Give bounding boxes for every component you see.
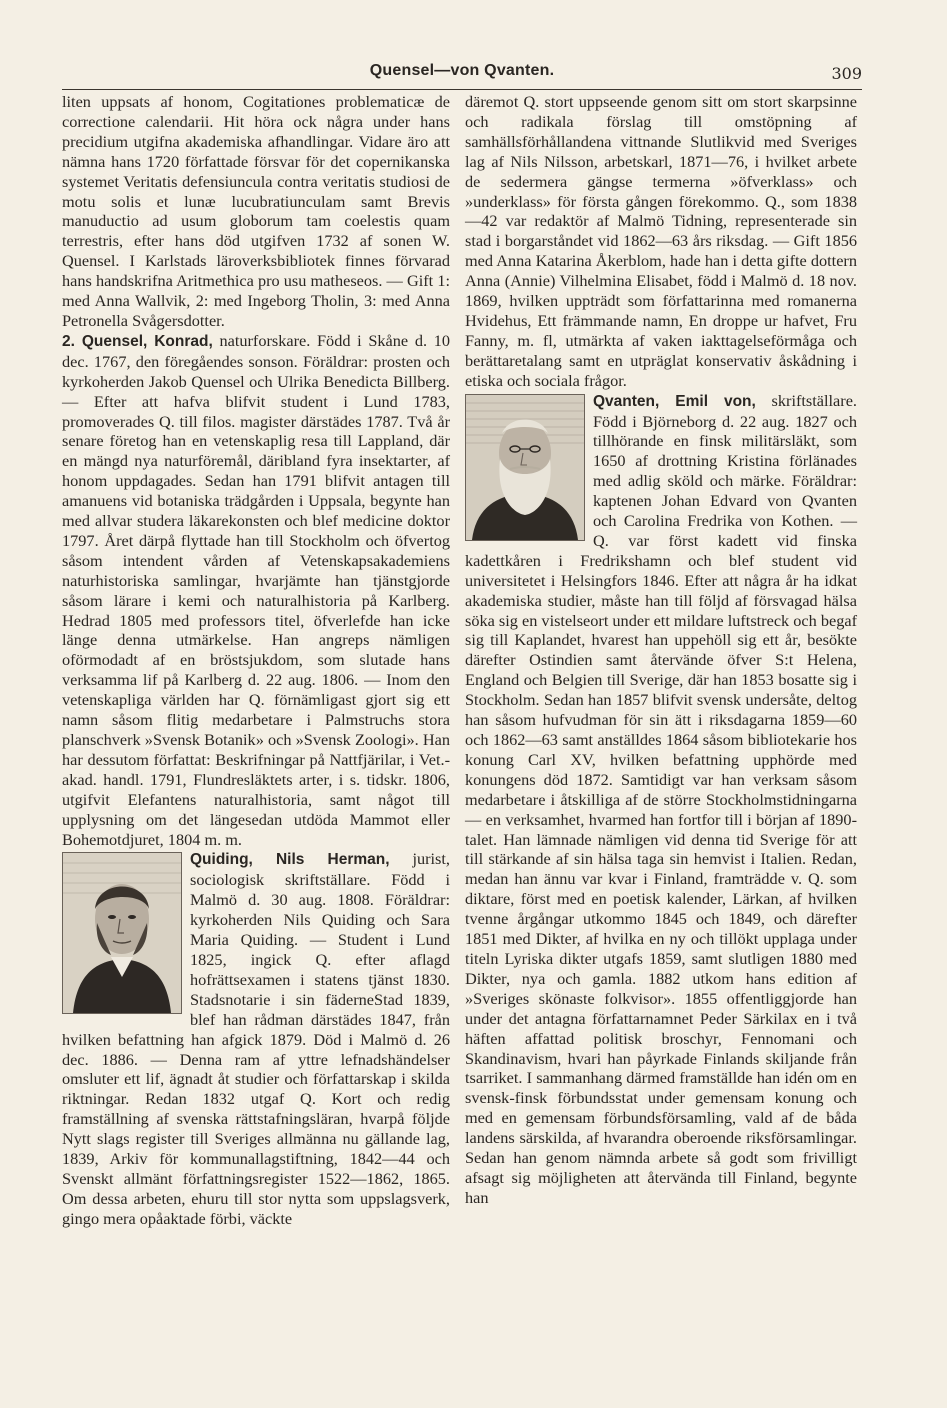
quensel-1-continuation: liten uppsats af honom, Cogitationes problematicæ de correctione calendarii. Hit höra ock några under hans precidium utgifna akademiska afhandlingar. Vidare äro att nämna hans 1720 författade försvar för det copernikanska systemet Veritatis defensiuncula contra veritatis studiosi de motu solis et lunæ lucubratiunculam samt Brevis manuductio ad usum globorum tam coelestis quam terrestris, efter hans död utgifven 1732 af sonen W. Quensel. I Karlstads läroverksbibliotek finnes förvarad hans handskrifna Aritmethica pro usu matheseos. — Gift 1: med Anna Wallvik, 2: med Ingeborg Tholin, 3: med Anna Petronella Svågersdotter. (62, 92, 450, 330)
entry-text: jurist, sociologisk skriftställare. Född i Malmö d. 30 aug. 1808. Föräldrar: kyrkoherden Nils Quiding och Sara Maria Quiding. — Student i Lund 1825, ingick Q. efter aflagd hofrättsexamen i statens tjänst 1830. Stadsnotarie i sin fäderneStad 1839, blef han rådman därstädes 1847, från hvilken befattning han afgick 1879. Död i Malmö d. 26 dec. 1886. — Denna ram af yttre lefnadshändelser omsluter ett lif, ägnadt åt studier och författarskap i skilda riktningar. Redan 1832 utgaf Q. Kort och redig framställning af svenska rättstafningsläran, hvarpå följde Nytt slags register till Sveriges allmänna nu gällande lag, 1839, Arkiv för kommunallagstiftning, 1842—44 och Svenskt allmänt författningsregister 1522—1862, 1865. Om dessa arbeten, ehuru till stor nytta som uppslagsverk, gingo mera opåaktade förbi, väckte (62, 849, 450, 1228)
running-title: Quensel—von Qvanten. (369, 62, 555, 79)
page-number: 309 (831, 64, 862, 83)
entry-heading: 2. Quensel, Konrad, (62, 332, 213, 350)
entry-heading: Qvanten, Emil von, (593, 392, 756, 410)
entry-heading: Quiding, Nils Herman, (190, 851, 390, 869)
right-column (465, 92, 857, 1208)
entry-text: naturforskare. Född i Skåne d. 10 dec. 1767, den föregåendes sonson. Föräldrar: prosten och kyrkoherden Jakob Quensel och Ulrika Benedicta Billberg. — Efter att hafva blifvit student i Lund 1783, promoverades Q. till filos. magister därstädes 1787. Två år senare företog han en vetenskaplig resa till Lappland, där en mängd nya naturföremål, däribland fyra insektarter, af honom uppdagades. Sedan han 1791 blifvit antagen till amanuens vid botaniska trädgården i Uppsala, begynte han med allvar studera läkarekonsten och blef medicine doktor 1797. Året därpå flyttade han till Stockholm och öfvertog såsom intendent vården af Vetenskapsakademiens naturhistoriska samlingar, hvarjämte han tjänstgjorde såsom lärare i kemi och naturalhistoria på Karlberg. Hedrad 1805 med professors titel, öfverlefde han icke länge denna utmärkelse. Han angreps nämligen oförmodadt af en bröstsjukdom, som slutade hans verksamma lif på Karlberg d. 22 aug. 1806. — Inom den vetenskapliga världen har Q. förnämligast gjort sig ett namn såsom flitig medarbetare i Palmstruchs stora planschverk »Svensk Botanik» och »Svensk Zoologi». Han har dessutom författat: Beskrifningar på Nattfjärilar, i Vet.-akad. handl. 1791, Flundresläktets arter, i s. tidskr. 1806, utgifvit Elefantens naturalhistoria, samt något till upplysning om det längesedan utdöda Mammot eller Bohemotdjuret, 1804 m. m. (62, 330, 450, 849)
portrait-qvanten (465, 394, 585, 541)
portrait-engraving-icon (63, 853, 181, 1013)
portrait-quiding (62, 852, 182, 1014)
entry-quiding (62, 849, 450, 1228)
portrait-engraving-icon (466, 395, 584, 540)
entry-qvanten (465, 391, 857, 1208)
left-column (62, 92, 450, 1229)
entry-quensel-konrad (62, 331, 450, 850)
entry-text: skriftställare. Född i Björneborg d. 22 aug. 1827 och tillhörande en finsk militärsläkt, som 1650 af drottning Kristina förlänades med adlig sköld och märke. Föräldrar: kaptenen Johan Edvard von Qvanten och Carolina Fredrika von Kothen. — Q. var först kadett vid finska kadettkåren i Fredrikshamn och blef student vid universitetet i Helsingfors 1846. Efter att några år ha idkat akademiska studier, måste han till följd af försvagad hälsa söka sig en vistelseort under ett mildare luftstreck och begaf sig till Kaplandet, hvarest han uppehöll sig ett år, besökte därefter Ostindien samt återvände öfver S:t Helena, England och Belgien till Sverige, där han 1853 bosatte sig i Stockholm. Sedan han 1857 blifvit svensk undersåte, deltog han såsom hufvudman för sin ätt i riksdagarna 1859—60 och 1862—63 samt anställdes 1864 såsom bibliotekarie hos konung Carl XV, hvilken befattning upphörde med konungens död 1872. Samtidigt var han verksam såsom medarbetare i åtskilliga af de större Stockholmstidningarna — en verksamhet, hvarmed han fortfor till i början af 1890-talet. Han lämnade nämligen vid denna tid Sverige för att till stärkande af sin hälsa taga sin hemvist i Italien. Redan, medan han ännu var kvar i Finland, framträdde v. Q. som diktare, först med en poetisk kalender, Lärkan, af hvilken tvenne årgångar utkommo 1845 och 1849, och därefter 1851 med Dikter, af hvilka en ny och tillökt upplaga under titeln Lyriska dikter utgafs 1859, samt slutligen 1880 med Dikter, nya och gamla. 1882 utkom hans edition af »Sveriges skönaste folkvisor». 1855 offentliggjorde han under det antagna författarnamnet Peder Särkilax en i två häften affattad politisk broschyr, Fennomani och Skandinavism, hvari han påyrkade Finlands skiljande från tsarriket. I sammanhang därmed framställde han idén om en svensk-finsk förbundsstat under gemensam konung och med en gemensam förbundsförsamling, vald af de båda landens särskilda, af hvarandra oberoende riksförsamlingar. Sedan han genom nämnda arbete så godt som frivilligt afsagt sig möjligheten att återvända till Finland, begynte han (465, 390, 857, 1207)
page-header (62, 60, 862, 86)
header-rule (62, 89, 862, 90)
quiding-continuation: däremot Q. stort uppseende genom sitt om stort skarpsinne och radikala förslag till omstöpning af samhällsförhållandena vittnande Slutlikvid med Sveriges lag af Nils Nilsson, arbetskarl, 1871—76, i hvilket arbete de sedermera gängse termerna »öfverklass» och »underklass» för första gången förekommo. Q., som 1838—42 var redaktör af Malmö Tidning, representerade sin stad i borgarståndet vid 1862—63 års riksdag. — Gift 1856 med Anna Katarina Åkerblom, hade han i detta gifte dottern Anna (Annie) Vilhelmina Elisabet, född i Malmö d. 18 nov. 1869, hvilken uppträdt som författarinna med romanerna Hvidehus, Ett främmande namn, En droppe ur hafvet, Fru Fanny, m. fl, utmärkta af vaken iakttagelseförmåga och berättaretalang samt en utpräglat konservativ åskådning i etiska och sociala frågor. (465, 92, 857, 390)
